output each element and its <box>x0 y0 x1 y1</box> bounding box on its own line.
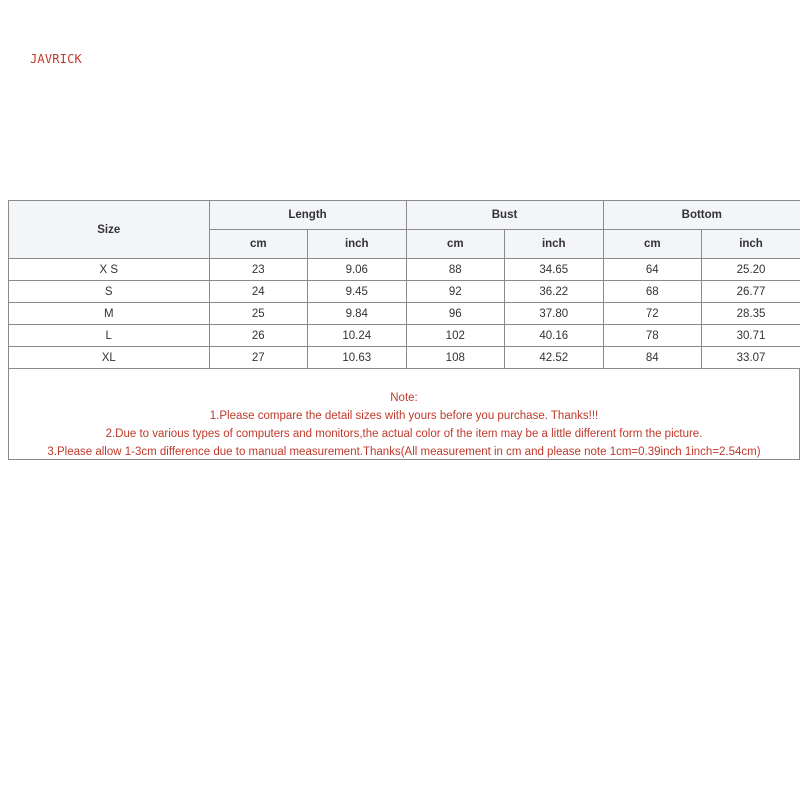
size-cell: XL <box>9 347 209 369</box>
size-column-header: Size <box>9 201 209 259</box>
length-inch-cell: 9.45 <box>308 281 407 303</box>
bust-cm-cell: 92 <box>406 281 505 303</box>
size-cell: M <box>9 303 209 325</box>
bust-inch-cell: 34.65 <box>505 259 604 281</box>
table-row <box>9 259 800 281</box>
table-row <box>9 303 800 325</box>
bottom-cm-cell: 84 <box>603 347 702 369</box>
bottom-cm-header: cm <box>603 230 702 259</box>
notes-panel <box>9 369 799 459</box>
bottom-inch-cell: 33.07 <box>702 347 800 369</box>
note-line: 3.Please allow 1-3cm difference due to manual measurement.Thanks(All measurement in cm and please note 1cm=0.39inch 1inch=2.54cm) <box>47 446 761 458</box>
length-cm-cell: 25 <box>209 303 308 325</box>
brand-logo: JAVRICK <box>30 52 82 66</box>
bust-inch-cell: 42.52 <box>505 347 604 369</box>
size-cell: S <box>9 281 209 303</box>
bottom-group-header: Bottom <box>603 201 800 230</box>
length-cm-header: cm <box>209 230 308 259</box>
length-cm-cell: 23 <box>209 259 308 281</box>
size-chart <box>8 200 800 460</box>
length-cm-cell: 26 <box>209 325 308 347</box>
bust-inch-header: inch <box>505 230 604 259</box>
bust-cm-cell: 108 <box>406 347 505 369</box>
table-row <box>9 325 800 347</box>
size-cell: L <box>9 325 209 347</box>
length-cm-cell: 27 <box>209 347 308 369</box>
length-group-header: Length <box>209 201 406 230</box>
length-cm-cell: 24 <box>209 281 308 303</box>
length-inch-cell: 10.24 <box>308 325 407 347</box>
table-header-row <box>9 201 800 230</box>
size-table <box>9 201 800 369</box>
bottom-inch-cell: 25.20 <box>702 259 800 281</box>
bottom-inch-cell: 26.77 <box>702 281 800 303</box>
bust-inch-cell: 37.80 <box>505 303 604 325</box>
bust-group-header: Bust <box>406 201 603 230</box>
length-inch-cell: 10.63 <box>308 347 407 369</box>
note-line: 1.Please compare the detail sizes with yours before you purchase. Thanks!!! <box>209 410 599 422</box>
length-inch-cell: 9.84 <box>308 303 407 325</box>
bottom-inch-cell: 28.35 <box>702 303 800 325</box>
bust-inch-cell: 40.16 <box>505 325 604 347</box>
bottom-cm-cell: 72 <box>603 303 702 325</box>
bust-cm-cell: 96 <box>406 303 505 325</box>
bottom-cm-cell: 64 <box>603 259 702 281</box>
bust-cm-cell: 88 <box>406 259 505 281</box>
bottom-cm-cell: 68 <box>603 281 702 303</box>
size-cell: X S <box>9 259 209 281</box>
bottom-cm-cell: 78 <box>603 325 702 347</box>
length-inch-header: inch <box>308 230 407 259</box>
bottom-inch-header: inch <box>702 230 800 259</box>
bust-cm-cell: 102 <box>406 325 505 347</box>
length-inch-cell: 9.06 <box>308 259 407 281</box>
note-title: Note: <box>390 392 418 404</box>
table-row <box>9 347 800 369</box>
bottom-inch-cell: 30.71 <box>702 325 800 347</box>
bust-inch-cell: 36.22 <box>505 281 604 303</box>
bust-cm-header: cm <box>406 230 505 259</box>
table-row <box>9 281 800 303</box>
note-line: 2.Due to various types of computers and monitors,the actual color of the item may be a little different form the picture. <box>105 428 703 440</box>
